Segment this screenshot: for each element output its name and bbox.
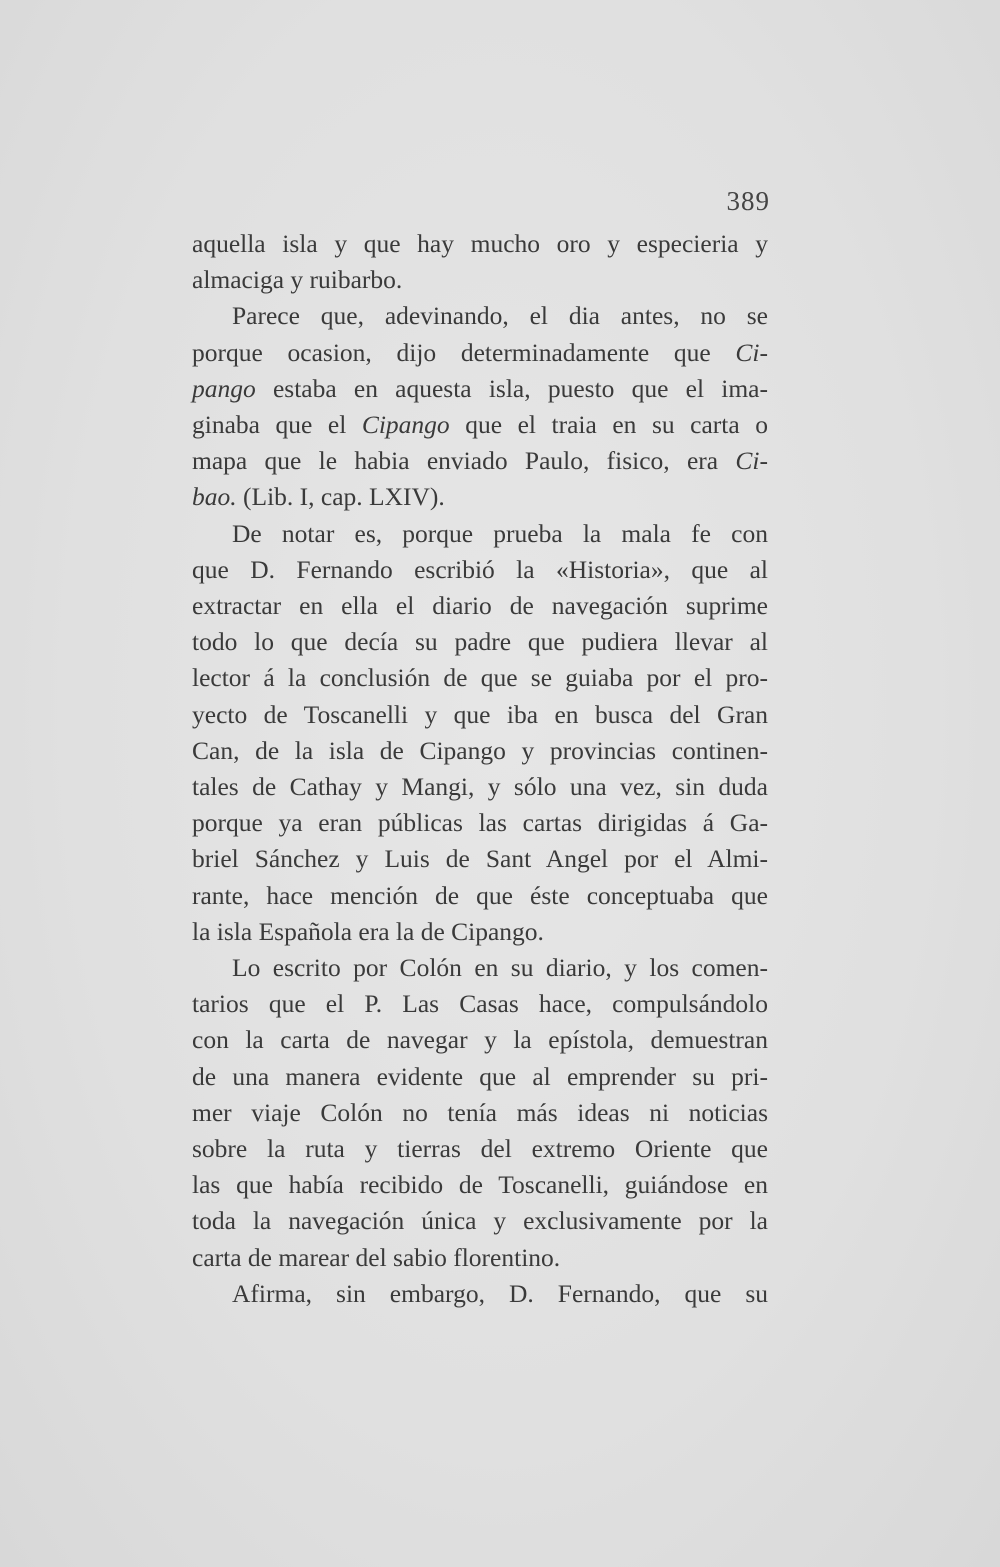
text-segment: que el traia en su carta o — [449, 410, 768, 440]
text-segment: aquella isla y que hay mucho oro y especieria y — [192, 229, 768, 258]
text-segment: porque ya eran públicas las cartas dirigidas á Ga- — [192, 808, 768, 838]
text-line — [192, 1059, 768, 1095]
text-line — [192, 262, 768, 298]
text-line — [192, 479, 768, 515]
text-line — [192, 1131, 768, 1167]
text-line — [192, 624, 768, 660]
italic-segment: Ci- — [735, 337, 768, 367]
text-segment: rante, hace mención de que éste conceptuaba que — [192, 880, 768, 910]
text-segment: que D. Fernando escribió la «Historia», que al — [192, 554, 768, 584]
text-segment: con la carta de navegar y la epístola, demuestran — [192, 1025, 768, 1055]
text-segment: (Lib. I, cap. LXIV). — [236, 482, 445, 512]
text-line — [192, 226, 768, 262]
text-line — [192, 335, 768, 371]
text-line — [192, 516, 768, 552]
text-segment: lector á la conclusión de que se guiaba por el pro- — [192, 663, 768, 693]
text-line — [192, 1276, 768, 1312]
text-line — [192, 1022, 768, 1058]
text-segment: yecto de Toscanelli y que iba en busca del Gran — [192, 699, 768, 729]
text-line — [192, 371, 768, 407]
text-segment: ginaba que el — [192, 410, 362, 440]
text-line — [192, 986, 768, 1022]
text-segment: Afirma, sin embargo, D. Fernando, que su — [232, 1278, 768, 1308]
text-segment: de una manera evidente que al emprender su pri- — [192, 1061, 768, 1091]
text-segment: briel Sánchez y Luis de Sant Angel por el Almi- — [192, 844, 768, 874]
text-segment: carta de marear del sabio florentino. — [192, 1242, 561, 1272]
text-segment: Lo escrito por Colón en su diario, y los comen- — [232, 953, 768, 983]
text-line — [192, 878, 768, 914]
text-line — [192, 733, 768, 769]
text-segment: Parece que, adevinando, el dia antes, no se — [232, 301, 768, 331]
text-line — [192, 552, 768, 588]
text-segment: extractar en ella el diario de navegación suprime — [192, 591, 768, 621]
text-segment: Can, de la isla de Cipango y provincias continen- — [192, 735, 768, 765]
text-segment: mer viaje Colón no tenía más ideas ni noticias — [192, 1097, 768, 1127]
text-segment: sobre la ruta y tierras del extremo Oriente que — [192, 1134, 768, 1164]
text-line — [192, 769, 768, 805]
text-line — [192, 841, 768, 877]
text-line — [192, 588, 768, 624]
text-line — [192, 1240, 768, 1276]
italic-segment: bao. — [192, 482, 237, 512]
text-line — [192, 660, 768, 696]
text-line — [192, 407, 768, 443]
italic-segment: Cipango — [361, 410, 450, 440]
text-segment: las que había recibido de Toscanelli, guiándose en — [192, 1170, 768, 1200]
page-number: 389 — [726, 186, 770, 216]
text-line — [192, 950, 768, 986]
text-segment: tarios que el P. Las Casas hace, compulsándolo — [192, 989, 768, 1019]
text-line — [192, 805, 768, 841]
text-line — [192, 914, 768, 950]
text-line — [192, 1095, 768, 1131]
text-segment: toda la navegación única y exclusivamente por la — [192, 1206, 768, 1236]
text-line — [192, 1203, 768, 1239]
text-segment: mapa que le habia enviado Paulo, fisico, era — [192, 446, 736, 476]
body-text — [192, 226, 768, 1312]
text-segment: porque ocasion, dijo determinadamente que — [192, 337, 736, 367]
text-line — [192, 697, 768, 733]
text-line — [192, 1167, 768, 1203]
italic-segment: Ci- — [735, 446, 768, 476]
text-line — [192, 443, 768, 479]
text-segment: almaciga y ruibarbo. — [192, 265, 403, 295]
text-segment: estaba en aquesta isla, puesto que el ima- — [255, 373, 768, 403]
text-segment: tales de Cathay y Mangi, y sólo una vez, sin duda — [192, 772, 768, 802]
text-segment: la isla Española era la de Cipango. — [192, 916, 544, 946]
text-segment: todo lo que decía su padre que pudiera llevar al — [192, 627, 768, 657]
text-segment: De notar es, porque prueba la mala fe con — [232, 518, 768, 548]
text-line — [192, 298, 768, 334]
italic-segment: pango — [192, 373, 256, 403]
